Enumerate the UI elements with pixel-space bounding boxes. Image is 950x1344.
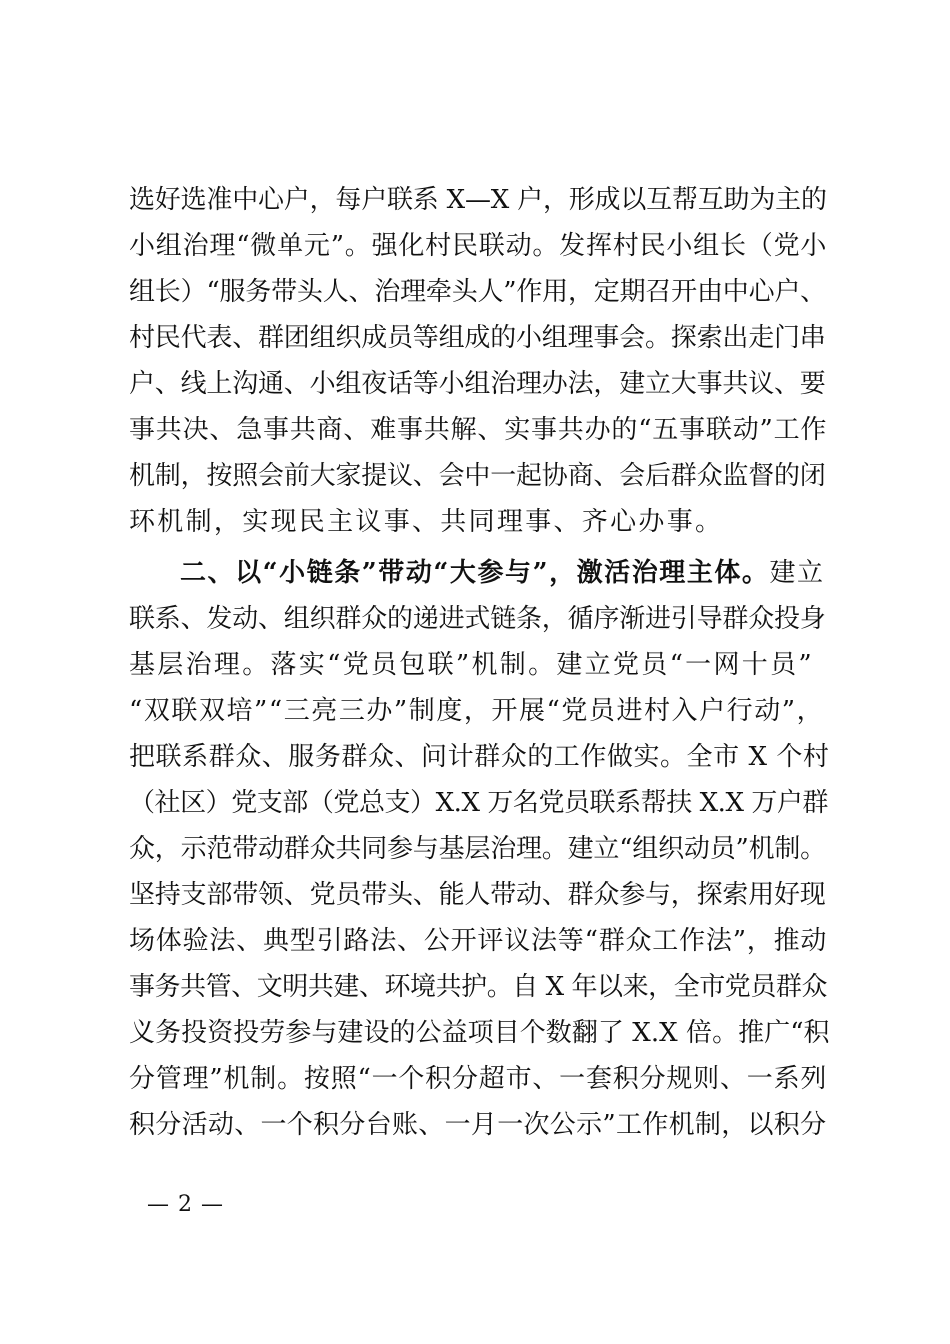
paragraph-line: 联系、发动、组织群众的递进式链条，循序渐进引导群众投身: [129, 604, 826, 634]
paragraph-line: 小组治理“微单元”。强化村民联动。发挥村民小组长（党小: [129, 231, 828, 261]
paragraph-line: 积分活动、一个积分台账、一月一次公示”工作机制，以积分: [129, 1110, 827, 1140]
paragraph-line: 坚持支部带领、党员带头、能人带动、群众参与，探索用好现: [129, 880, 826, 910]
paragraph-line: 机制，按照会前大家提议、会中一起协商、会后群众监督的闭: [129, 461, 826, 491]
section-heading-tail: 建立: [769, 558, 825, 588]
paragraph-line: 环机制，实现民主议事、共同理事、齐心办事。: [129, 507, 724, 537]
paragraph-line: 场体验法、典型引路法、公开评议法等“群众工作法”，推动: [129, 926, 828, 956]
paragraph-line: 村民代表、群团组织成员等组成的小组理事会。探索出走门串: [129, 323, 826, 353]
paragraph-line: “双联双培”“三亮三办”制度，开展“党员进村入户行动”，: [129, 696, 825, 726]
paragraph-line: 义务投资投劳参与建设的公益项目个数翻了 X.X 倍。推广“积: [129, 1018, 830, 1048]
paragraph-line: 事务共管、文明共建、环境共护。自 X 年以来，全市党员群众: [129, 972, 827, 1002]
paragraph-line: （社区）党支部（党总支）X.X 万名党员联系帮扶 X.X 万户群: [129, 788, 828, 818]
paragraph-line: 众，示范带动群众共同参与基层治理。建立“组织动员”机制。: [129, 834, 826, 864]
section-heading: 二、以“小链条”带动“大参与”，激活治理主体。: [180, 558, 770, 588]
paragraph-line: 组长）“服务带头人、治理牵头人”作用，定期召开由中心户、: [129, 277, 826, 307]
paragraph-line: 分管理”机制。按照“一个积分超市、一套积分规则、一系列: [129, 1064, 828, 1094]
paragraph-line: 基层治理。落实“党员包联”机制。建立党员“一网十员”: [129, 650, 814, 680]
paragraph-line: 选好选准中心户，每户联系 X—X 户，形成以互帮互助为主的: [129, 185, 827, 215]
paragraph-line: 户、线上沟通、小组夜话等小组治理办法，建立大事共议、要: [129, 369, 826, 399]
section-heading-line: [180, 550, 829, 596]
paragraph-line: 把联系群众、服务群众、问计群众的工作做实。全市 X 个村: [129, 742, 830, 772]
paragraph-line: 事共决、急事共商、难事共解、实事共办的“五事联动”工作: [129, 415, 828, 445]
page-number: — 2 —: [147, 1192, 224, 1217]
